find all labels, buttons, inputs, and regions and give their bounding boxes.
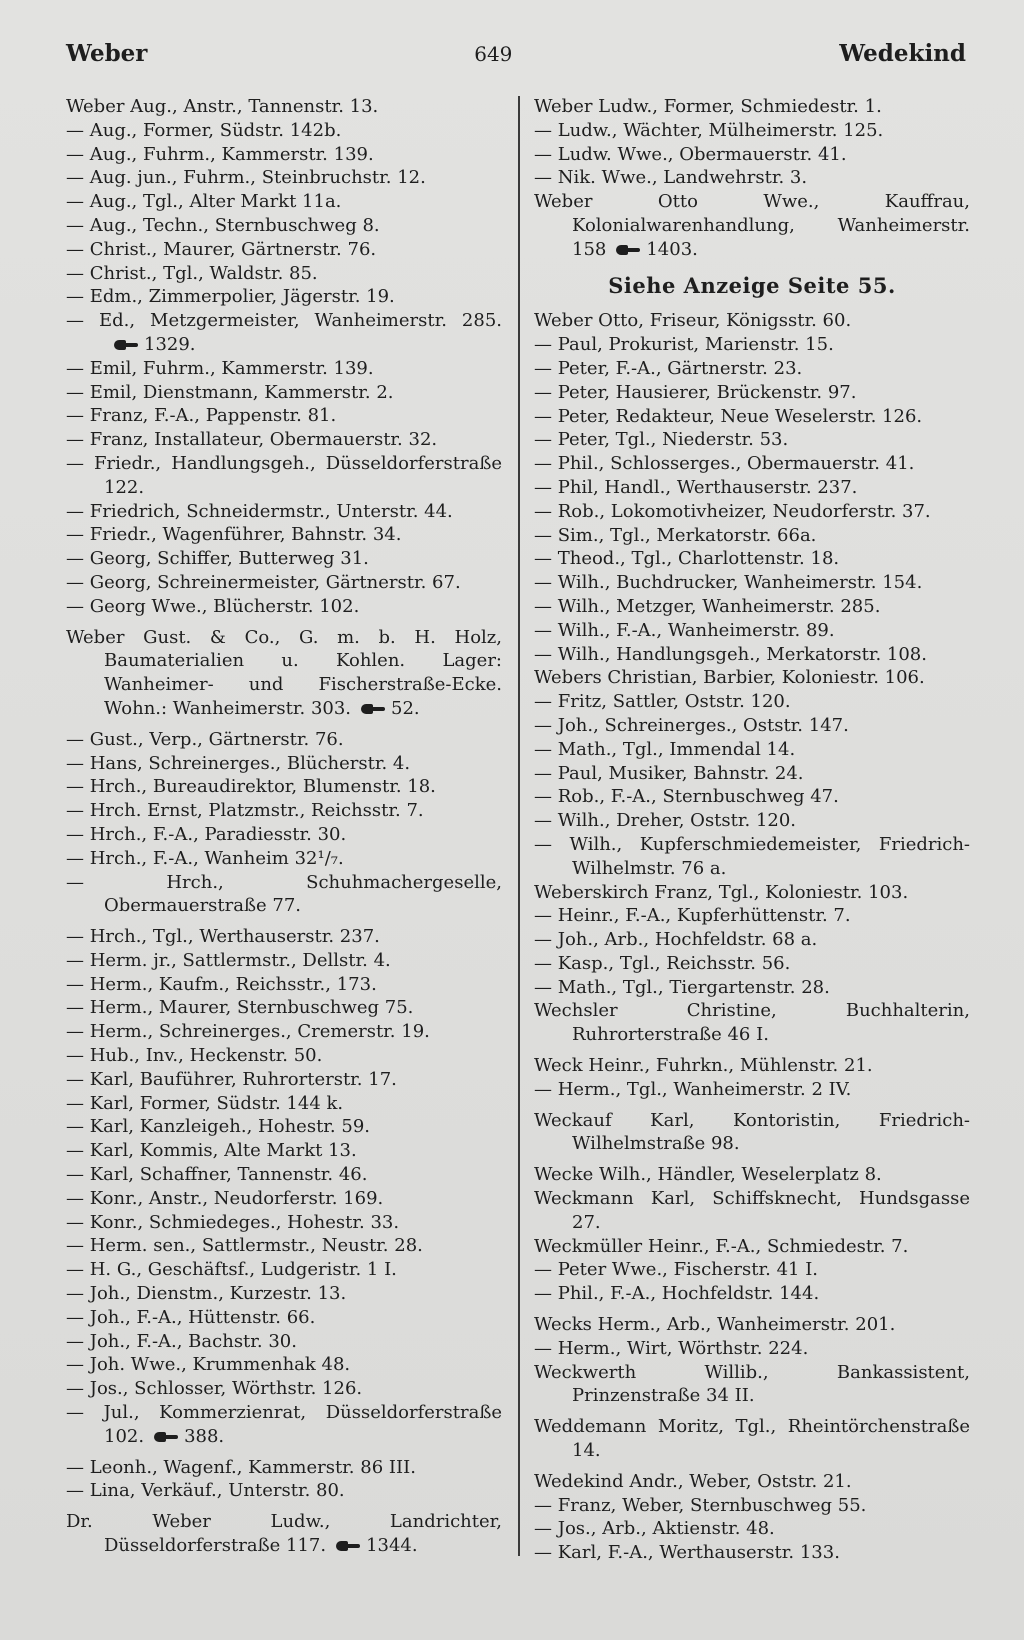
directory-entry bbox=[534, 1054, 970, 1078]
entry-text: Weck Heinr., Fuhrkn., Mühlenstr. 21. bbox=[534, 1055, 873, 1077]
entry-text: — Leonh., Wagenf., Kammerstr. 86 III. bbox=[66, 1456, 416, 1478]
directory-entry bbox=[66, 1115, 502, 1139]
telephone-number: 1344. bbox=[366, 1535, 418, 1557]
entry-text: — Aug., Fuhrm., Kammerstr. 139. bbox=[66, 143, 374, 165]
entry-text: — Joh. Wwe., Krummenhak 48. bbox=[66, 1354, 351, 1376]
entry-text: — Herm., Schreinerges., Cremerstr. 19. bbox=[66, 1021, 430, 1043]
header-left-keyword: Weber bbox=[66, 40, 148, 67]
directory-entry bbox=[534, 309, 970, 333]
directory-entry bbox=[66, 214, 502, 238]
directory-entry bbox=[534, 524, 970, 548]
directory-entry bbox=[534, 476, 970, 500]
entry-text: — Aug., Tgl., Alter Markt 11a. bbox=[66, 191, 342, 213]
entry-text: — Gust., Verp., Gärtnerstr. 76. bbox=[66, 728, 344, 750]
directory-entry bbox=[66, 381, 502, 405]
entry-text: — Hrch., F.-A., Paradiesstr. 30. bbox=[66, 823, 347, 845]
directory-entry bbox=[66, 523, 502, 547]
entry-text: Weckauf Karl, Kontoristin, Friedrich-Wilhelmstraße 98. bbox=[534, 1109, 970, 1155]
telephone-icon bbox=[616, 244, 640, 256]
entry-text: — Jos., Arb., Aktienstr. 48. bbox=[534, 1518, 775, 1540]
directory-entry bbox=[534, 928, 970, 952]
entry-text: — Heinr., F.-A., Kupferhüttenstr. 7. bbox=[534, 905, 851, 927]
directory-entry bbox=[534, 428, 970, 452]
telephone-number: 52. bbox=[391, 697, 420, 719]
directory-entry bbox=[534, 643, 970, 667]
directory-entry bbox=[66, 238, 502, 262]
entry-text: — Hub., Inv., Heckenstr. 50. bbox=[66, 1045, 323, 1067]
entry-text: — Nik. Wwe., Landwehrstr. 3. bbox=[534, 167, 808, 189]
directory-entry bbox=[66, 166, 502, 190]
directory-entry bbox=[534, 1470, 970, 1494]
directory-entry bbox=[66, 1377, 502, 1401]
directory-entry bbox=[66, 973, 502, 997]
entry-text: — Theod., Tgl., Charlottenstr. 18. bbox=[534, 548, 840, 570]
directory-entry bbox=[66, 1330, 502, 1354]
directory-entry bbox=[66, 452, 502, 500]
entry-text: — Karl, Former, Südstr. 144 k. bbox=[66, 1092, 344, 1114]
directory-entry bbox=[534, 1187, 970, 1235]
directory-entry bbox=[534, 976, 970, 1000]
advertisement-notice: Siehe Anzeige Seite 55. bbox=[608, 272, 896, 298]
directory-entry bbox=[534, 1517, 970, 1541]
entry-text: — Wilh., F.-A., Wanheimerstr. 89. bbox=[534, 619, 835, 641]
entry-text: — Ludw. Wwe., Obermauerstr. 41. bbox=[534, 143, 847, 165]
directory-entry bbox=[66, 571, 502, 595]
directory-entry bbox=[66, 119, 502, 143]
entry-text: — Hans, Schreinerges., Blücherstr. 4. bbox=[66, 752, 411, 774]
directory-entry bbox=[66, 95, 502, 119]
column-divider bbox=[518, 96, 520, 1556]
directory-entry bbox=[66, 775, 502, 799]
directory-entry bbox=[66, 1456, 502, 1480]
directory-entry bbox=[66, 1163, 502, 1187]
entry-text: — Aug., Former, Südstr. 142b. bbox=[66, 119, 342, 141]
left-column bbox=[66, 95, 502, 1558]
directory-entry bbox=[66, 1282, 502, 1306]
entry-text: — Peter, Tgl., Niederstr. 53. bbox=[534, 429, 789, 451]
directory-entry bbox=[66, 752, 502, 776]
entry-text: Webers Christian, Barbier, Koloniestr. 106. bbox=[534, 667, 925, 689]
directory-entry bbox=[534, 1337, 970, 1361]
entry-text: — Emil, Fuhrm., Kammerstr. 139. bbox=[66, 357, 374, 379]
directory-entry bbox=[66, 1044, 502, 1068]
telephone-icon bbox=[154, 1431, 178, 1443]
entry-text: — Friedrich, Schneidermstr., Unterstr. 44. bbox=[66, 500, 453, 522]
directory-entry bbox=[66, 728, 502, 752]
directory-entry bbox=[66, 1020, 502, 1044]
entry-text: — Wilh., Handlungsgeh., Merkatorstr. 108. bbox=[534, 643, 927, 665]
telephone-number: 388. bbox=[184, 1425, 225, 1447]
directory-entry bbox=[66, 1306, 502, 1330]
directory-entry bbox=[66, 871, 502, 919]
directory-entry bbox=[534, 714, 970, 738]
telephone-number: 1329. bbox=[144, 333, 196, 355]
entry-text: — Joh., Dienstm., Kurzestr. 13. bbox=[66, 1283, 347, 1305]
telephone-number: 1403. bbox=[646, 238, 698, 260]
page-header bbox=[66, 40, 966, 80]
directory-entry bbox=[534, 619, 970, 643]
entry-text: — Hrch., Bureaudirektor, Blumenstr. 18. bbox=[66, 776, 436, 798]
entry-text: — Fritz, Sattler, Oststr. 120. bbox=[534, 691, 791, 713]
entry-text: Weddemann Moritz, Tgl., Rheintörchenstraße 14. bbox=[534, 1416, 970, 1462]
entry-text: Weber Gust. & Co., G. m. b. H. Holz, Baumaterialien u. Kohlen. Lager: Wanheimer- und Fischerstraße-Ecke. Wohn.: Wanheimerstr. 303. bbox=[66, 626, 502, 719]
entry-text: — Hrch. Ernst, Platzmstr., Reichsstr. 7. bbox=[66, 800, 424, 822]
entry-text: — Herm., Kaufm., Reichsstr., 173. bbox=[66, 973, 377, 995]
directory-entry bbox=[66, 190, 502, 214]
directory-entry bbox=[66, 309, 502, 357]
entry-text: — Joh., F.-A., Hüttenstr. 66. bbox=[66, 1306, 316, 1328]
entry-text: — Karl, Schaffner, Tannenstr. 46. bbox=[66, 1164, 368, 1186]
directory-entry bbox=[66, 1258, 502, 1282]
entry-text: — Joh., F.-A., Bachstr. 30. bbox=[66, 1330, 297, 1352]
directory-entry bbox=[534, 1163, 970, 1187]
entry-text: — Phil., Schlosserges., Obermauerstr. 41. bbox=[534, 453, 915, 475]
entry-text: — Sim., Tgl., Merkatorstr. 66a. bbox=[534, 524, 817, 546]
directory-entry bbox=[534, 500, 970, 524]
directory-entry bbox=[534, 357, 970, 381]
entry-text: — Wilh., Dreher, Oststr. 120. bbox=[534, 810, 797, 832]
entry-text: — Franz, Installateur, Obermauerstr. 32. bbox=[66, 429, 438, 451]
directory-entry bbox=[66, 925, 502, 949]
entry-text: — Kasp., Tgl., Reichsstr. 56. bbox=[534, 952, 791, 974]
entry-text: Weber Otto, Friseur, Königsstr. 60. bbox=[534, 310, 852, 332]
entry-text: — Karl, F.-A., Werthauserstr. 133. bbox=[534, 1542, 840, 1564]
directory-entry bbox=[66, 847, 502, 871]
entry-text: — Paul, Musiker, Bahnstr. 24. bbox=[534, 762, 804, 784]
entry-text: — Rob., F.-A., Sternbuschweg 47. bbox=[534, 786, 839, 808]
directory-entry bbox=[534, 1258, 970, 1282]
directory-entry bbox=[66, 404, 502, 428]
entry-text: — Konr., Schmiedeges., Hohestr. 33. bbox=[66, 1211, 400, 1233]
directory-entry bbox=[66, 500, 502, 524]
entry-text: — Ed., Metzgermeister, Wanheimerstr. 285. bbox=[66, 310, 502, 332]
entry-text: — Math., Tgl., Tiergartenstr. 28. bbox=[534, 976, 830, 998]
entry-text: — Herm., Wirt, Wörthstr. 224. bbox=[534, 1337, 809, 1359]
entry-text: — Emil, Dienstmann, Kammerstr. 2. bbox=[66, 381, 394, 403]
directory-entry bbox=[534, 785, 970, 809]
entry-text: — Aug., Techn., Sternbuschweg 8. bbox=[66, 214, 380, 236]
directory-entry bbox=[534, 666, 970, 690]
entry-text: Weckmüller Heinr., F.-A., Schmiedestr. 7. bbox=[534, 1235, 909, 1257]
directory-entry bbox=[66, 1211, 502, 1235]
entry-text: — Edm., Zimmerpolier, Jägerstr. 19. bbox=[66, 286, 395, 308]
directory-entry bbox=[534, 452, 970, 476]
directory-entry bbox=[534, 166, 970, 190]
entry-text: — Georg, Schiffer, Butterweg 31. bbox=[66, 548, 369, 570]
entry-text: — Georg Wwe., Blücherstr. 102. bbox=[66, 595, 360, 617]
entry-text: — Franz, Weber, Sternbuschweg 55. bbox=[534, 1494, 867, 1516]
directory-entry bbox=[66, 595, 502, 619]
entry-text: — Joh., Schreinerges., Oststr. 147. bbox=[534, 714, 849, 736]
entry-text: — H. G., Geschäftsf., Ludgeristr. 1 I. bbox=[66, 1259, 397, 1281]
telephone-icon bbox=[361, 703, 385, 715]
entry-text: — Friedr., Handlungsgeh., Düsseldorferstraße 122. bbox=[66, 452, 502, 498]
directory-entry bbox=[66, 996, 502, 1020]
telephone-icon bbox=[114, 339, 138, 351]
entry-text: — Christ., Tgl., Waldstr. 85. bbox=[66, 262, 318, 284]
directory-entry bbox=[534, 833, 970, 881]
directory-entry bbox=[66, 428, 502, 452]
directory-entry bbox=[66, 1092, 502, 1116]
entry-text: — Herm., Tgl., Wanheimerstr. 2 IV. bbox=[534, 1078, 852, 1100]
entry-text: — Ludw., Wächter, Mülheimerstr. 125. bbox=[534, 119, 884, 141]
directory-entry bbox=[534, 1109, 970, 1157]
directory-entry bbox=[534, 738, 970, 762]
entry-text: — Joh., Arb., Hochfeldstr. 68 a. bbox=[534, 929, 818, 951]
entry-text: — Rob., Lokomotivheizer, Neudorferstr. 37. bbox=[534, 500, 931, 522]
entry-text: — Wilh., Kupferschmiedemeister, Friedrich-Wilhelmstr. 76 a. bbox=[534, 833, 970, 879]
entry-text: — Peter, F.-A., Gärtnerstr. 23. bbox=[534, 357, 803, 379]
entry-text: Wedekind Andr., Weber, Oststr. 21. bbox=[534, 1470, 852, 1492]
entry-text: Dr. Weber Ludw., Landrichter, Düsseldorferstraße 117. bbox=[66, 1511, 502, 1557]
directory-entry bbox=[534, 1313, 970, 1337]
entry-text: — Peter Wwe., Fischerstr. 41 I. bbox=[534, 1259, 819, 1281]
directory-entry bbox=[66, 547, 502, 571]
entry-text: — Peter, Hausierer, Brückenstr. 97. bbox=[534, 381, 857, 403]
entry-text: — Friedr., Wagenführer, Bahnstr. 34. bbox=[66, 524, 402, 546]
directory-entry bbox=[66, 285, 502, 309]
entry-text: Wechsler Christine, Buchhalterin, Ruhrorterstraße 46 I. bbox=[534, 1000, 970, 1046]
entry-text: Weber Otto Wwe., Kauffrau, Kolonialwarenhandlung, Wanheimerstr. 158 bbox=[534, 191, 970, 260]
entry-text: — Jul., Kommerzienrat, Düsseldorferstraße 102. bbox=[66, 1402, 502, 1447]
directory-entry bbox=[534, 1415, 970, 1463]
directory-entry bbox=[534, 1078, 970, 1102]
directory-entry bbox=[66, 1187, 502, 1211]
entry-text: — Math., Tgl., Immendal 14. bbox=[534, 738, 796, 760]
directory-entry bbox=[66, 1068, 502, 1092]
entry-text: — Hrch., F.-A., Wanheim 32¹/₇. bbox=[66, 847, 344, 869]
entry-text: — Karl, Kommis, Alte Markt 13. bbox=[66, 1140, 357, 1162]
directory-entry bbox=[534, 762, 970, 786]
entry-text: — Jos., Schlosser, Wörthstr. 126. bbox=[66, 1378, 363, 1400]
directory-entry bbox=[66, 1234, 502, 1258]
entry-text: — Karl, Bauführer, Ruhrorterstr. 17. bbox=[66, 1068, 397, 1090]
entry-text: Wecks Herm., Arb., Wanheimerstr. 201. bbox=[534, 1314, 896, 1336]
entry-text: — Herm. jr., Sattlermstr., Dellstr. 4. bbox=[66, 949, 391, 971]
entry-text: — Wilh., Buchdrucker, Wanheimerstr. 154. bbox=[534, 572, 923, 594]
entry-text: — Phil., F.-A., Hochfeldstr. 144. bbox=[534, 1283, 820, 1305]
directory-entry bbox=[534, 190, 970, 261]
entry-text: — Lina, Verkäuf., Unterstr. 80. bbox=[66, 1480, 345, 1502]
directory-entry bbox=[534, 1235, 970, 1259]
entry-text: — Wilh., Metzger, Wanheimerstr. 285. bbox=[534, 595, 881, 617]
directory-entry bbox=[66, 949, 502, 973]
entry-text: — Paul, Prokurist, Marienstr. 15. bbox=[534, 334, 834, 356]
entry-text: — Karl, Kanzleigeh., Hohestr. 59. bbox=[66, 1116, 371, 1138]
directory-entry bbox=[534, 1494, 970, 1518]
entry-text: Weberskirch Franz, Tgl., Koloniestr. 103. bbox=[534, 881, 909, 903]
entry-text: — Herm. sen., Sattlermstr., Neustr. 28. bbox=[66, 1235, 423, 1257]
entry-text: Wecke Wilh., Händler, Weselerplatz 8. bbox=[534, 1164, 882, 1186]
directory-entry bbox=[534, 904, 970, 928]
directory-entry bbox=[534, 1282, 970, 1306]
directory-entry bbox=[66, 262, 502, 286]
directory-entry bbox=[534, 405, 970, 429]
directory-entry bbox=[534, 547, 970, 571]
directory-entry bbox=[66, 143, 502, 167]
entry-text: — Konr., Anstr., Neudorferstr. 169. bbox=[66, 1187, 384, 1209]
right-column bbox=[534, 95, 970, 1565]
directory-entry bbox=[66, 1139, 502, 1163]
directory-entry bbox=[66, 1353, 502, 1377]
directory-entry bbox=[534, 952, 970, 976]
telephone-icon bbox=[336, 1540, 360, 1552]
header-right-keyword: Wedekind bbox=[839, 40, 966, 67]
directory-entry bbox=[534, 999, 970, 1047]
directory-entry bbox=[534, 333, 970, 357]
directory-entry bbox=[534, 381, 970, 405]
entry-text: Weber Aug., Anstr., Tannenstr. 13. bbox=[66, 96, 379, 117]
entry-text: Weckwerth Willib., Bankassistent, Prinzenstraße 34 II. bbox=[534, 1361, 970, 1407]
entry-text: — Georg, Schreinermeister, Gärtnerstr. 67. bbox=[66, 571, 461, 593]
directory-entry bbox=[534, 95, 970, 119]
page-number: 649 bbox=[474, 42, 513, 66]
directory-entry bbox=[534, 595, 970, 619]
directory-entry bbox=[534, 143, 970, 167]
directory-entry bbox=[66, 823, 502, 847]
directory-entry bbox=[66, 626, 502, 721]
directory-entry bbox=[66, 357, 502, 381]
directory-entry bbox=[66, 1510, 502, 1558]
directory-entry bbox=[534, 809, 970, 833]
directory-entry bbox=[66, 1479, 502, 1503]
directory-entry bbox=[66, 799, 502, 823]
entry-text: — Franz, F.-A., Pappenstr. 81. bbox=[66, 405, 337, 427]
entry-text: Weckmann Karl, Schiffsknecht, Hundsgasse 27. bbox=[534, 1188, 970, 1233]
entry-text: — Phil, Handl., Werthauserstr. 237. bbox=[534, 476, 858, 498]
entry-text: — Hrch., Schuhmachergeselle, Obermauerstraße 77. bbox=[66, 871, 502, 917]
directory-entry bbox=[534, 690, 970, 714]
directory-entry bbox=[534, 119, 970, 143]
directory-entry bbox=[66, 1401, 502, 1449]
entry-text: — Peter, Redakteur, Neue Weselerstr. 126. bbox=[534, 405, 923, 427]
directory-entry bbox=[534, 1361, 970, 1409]
entry-text: — Aug. jun., Fuhrm., Steinbruchstr. 12. bbox=[66, 167, 426, 189]
entry-text: — Christ., Maurer, Gärtnerstr. 76. bbox=[66, 238, 377, 260]
directory-entry bbox=[534, 571, 970, 595]
entry-text: — Herm., Maurer, Sternbuschweg 75. bbox=[66, 997, 414, 1019]
directory-entry bbox=[534, 881, 970, 905]
directory-entry bbox=[534, 1541, 970, 1565]
entry-text: Weber Ludw., Former, Schmiedestr. 1. bbox=[534, 96, 882, 117]
entry-text: — Hrch., Tgl., Werthauserstr. 237. bbox=[66, 926, 380, 948]
